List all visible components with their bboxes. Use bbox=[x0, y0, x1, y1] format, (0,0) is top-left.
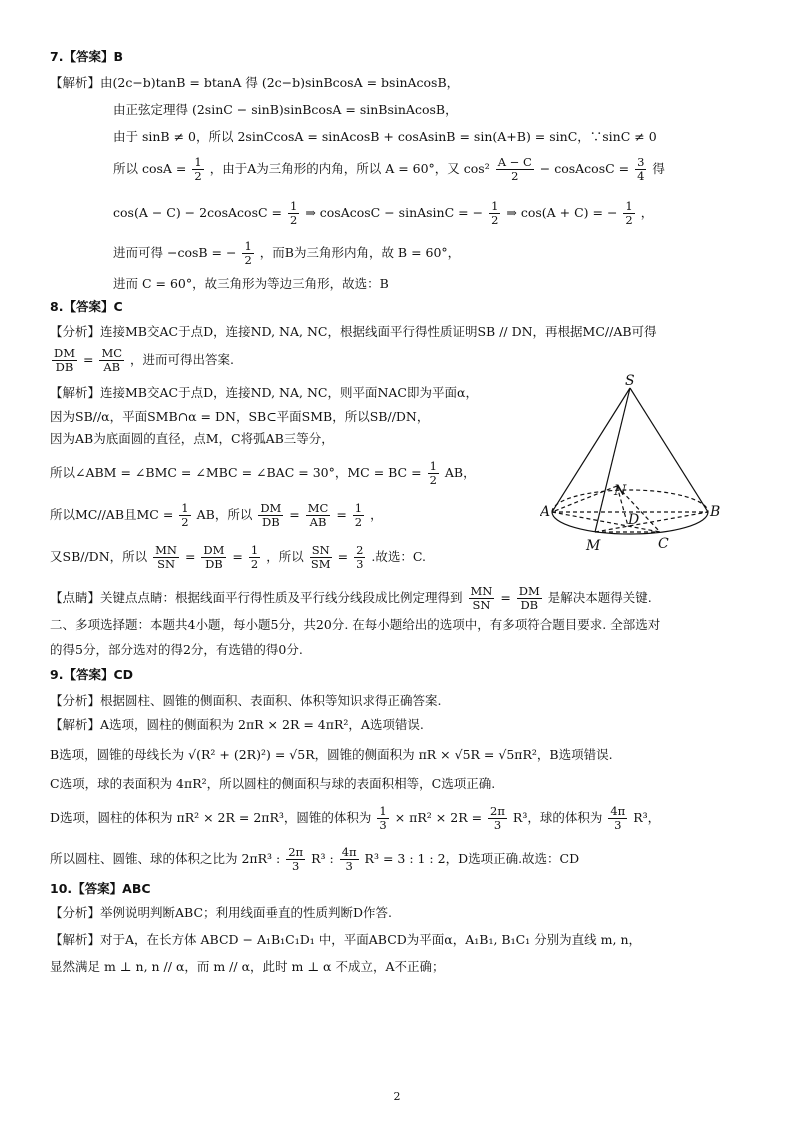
page-number: 2 bbox=[393, 1090, 401, 1103]
label-C: C bbox=[658, 536, 669, 552]
fraction: $\frac{DM}{DB}$ bbox=[54, 346, 75, 374]
label-D: D bbox=[628, 512, 640, 528]
q8-heading: 8.【答案】C bbox=[50, 299, 123, 314]
fraction: $\frac{1}{2}$ bbox=[244, 239, 252, 267]
fraction: $\frac{2\pi}{3}$ bbox=[288, 845, 304, 873]
fraction: $\frac{1}{2}$ bbox=[354, 501, 363, 529]
q9-line-6: 所以圆柱、圆锥、球的体积之比为 2πR³ : $\frac{2\pi}{3}$ R³ : $\frac{4\pi}{3}$ R³ = 3 : 1 : 2，D选项正确.故选：CD bbox=[50, 845, 580, 873]
fraction: $\frac{1}{2}$ bbox=[491, 199, 499, 227]
label-A: A bbox=[540, 504, 551, 520]
fraction: $\frac{MN}{SN}$ bbox=[470, 584, 493, 612]
fraction: $\frac{SN}{SM}$ bbox=[310, 543, 331, 571]
fraction: $\frac{DM}{DB}$ bbox=[260, 501, 282, 529]
q8-line-8: 又SB//DN，所以 $\frac{MN}{SN}$ = $\frac{DM}{DB}$ = $\frac{1}{2}$ ，所以 $\frac{SN}{SM}$ = $\frac{2}{3}$ .故选：C. bbox=[50, 543, 426, 571]
label-B: B bbox=[710, 504, 720, 520]
q9-line-3: B选项，圆锥的母线长为 √(R² + (2R)²) = √5R，圆锥的侧面积为 πR × √5R = √5πR²，B选项错误. bbox=[50, 747, 613, 762]
q8-line-7: 所以MC//AB且MC = $\frac{1}{2}$ AB，所以 $\frac{DM}{DB}$ = $\frac{MC}{AB}$ = $\frac{1}{2}$ ， bbox=[50, 501, 383, 529]
fraction: $\frac{MC}{AB}$ bbox=[101, 346, 123, 374]
q9-heading: 9.【答案】CD bbox=[50, 667, 133, 682]
q8-line-2: $\frac{DM}{DB}$ = $\frac{MC}{AB}$ ，进而可得出答案. bbox=[54, 346, 234, 374]
q8-line-3: 【解析】连接MB交AC于点D，连接ND, NA, NC，则平面NAC即为平面α， bbox=[50, 385, 478, 400]
q8-line-6: 所以∠ABM = ∠BMC = ∠MBC = ∠BAC = 30°，MC = BC = $\frac{1}{2}$ AB， bbox=[50, 459, 476, 487]
segment-MB bbox=[595, 512, 708, 532]
q10-heading: 10.【答案】ABC bbox=[50, 881, 151, 896]
q7-line-3: 由于 sinB ≠ 0，所以 2sinCcosA = sinAcosB + cosAsinB = sin(A+B) = sinC，∵sinC ≠ 0 bbox=[113, 129, 657, 144]
q10-line-1: 【分析】举例说明判断ABC；利用线面垂直的性质判断D作答. bbox=[50, 905, 393, 920]
fraction: $\frac{3}{4}$ bbox=[637, 155, 645, 183]
cone-base-back-arc bbox=[552, 490, 708, 512]
fraction: $\frac{2\pi}{3}$ bbox=[490, 804, 505, 832]
segment-NA bbox=[552, 486, 617, 512]
fraction: $\frac{A - C}{2}$ bbox=[497, 155, 532, 183]
fraction: $\frac{DM}{DB}$ bbox=[203, 543, 225, 571]
segment-AC bbox=[552, 512, 660, 532]
fraction: $\frac{2}{3}$ bbox=[356, 543, 364, 571]
fraction: $\frac{1}{2}$ bbox=[181, 501, 189, 529]
fraction: $\frac{4\pi}{3}$ bbox=[610, 804, 626, 832]
q8-line-4: 因为SB//α，平面SMB∩α = DN，SB⊂平面SMB，所以SB//DN， bbox=[50, 409, 430, 424]
label-M: M bbox=[586, 538, 601, 554]
fraction: $\frac{1}{3}$ bbox=[379, 804, 387, 832]
q7-heading: 7.【答案】B bbox=[50, 49, 123, 64]
q8-line-1: 【分析】连接MB交AC于点D，连接ND, NA, NC，根据线面平行得性质证明SB // DN，再根据MC//AB可得 bbox=[50, 324, 657, 339]
q7-line-4: 所以 cosA = $\frac{1}{2}$ ，由于A为三角形的内角，所以 A = 60°，又 cos² $\frac{A - C}{2}$ − cosAcosC = $\frac{3}{4}$ 得 bbox=[113, 155, 665, 183]
cone-edge-SB bbox=[630, 388, 708, 512]
q7-line-7: 进而 C = 60°，故三角形为等边三角形，故选：B bbox=[113, 276, 389, 291]
fraction: $\frac{1}{2}$ bbox=[194, 155, 202, 183]
section2-line-2: 的得5分，部分选对的得2分，有选错的得0分. bbox=[50, 642, 303, 657]
fraction: $\frac{1}{2}$ bbox=[429, 459, 437, 487]
q9-line-5: D选项，圆柱的体积为 πR² × 2R = 2πR³，圆锥的体积为 $\frac{1}{3}$ × πR² × 2R = $\frac{2\pi}{3}$ R³，球的体积为 $\frac{4\pi}{3}$ R³， bbox=[50, 804, 661, 832]
q10-line-2: 【解析】对于A，在长方体 ABCD − A₁B₁C₁D₁ 中，平面ABCD为平面α，A₁B₁, B₁C₁ 分别为直线 m, n， bbox=[50, 932, 641, 947]
label-N: N bbox=[614, 483, 627, 499]
fraction: $\frac{MC}{AB}$ bbox=[307, 501, 329, 529]
q9-line-2: 【解析】A选项，圆柱的侧面积为 2πR × 2R = 4πR²，A选项错误. bbox=[50, 717, 424, 732]
q9-line-1: 【分析】根据圆柱、圆锥的侧面积、表面积、体积等知识求得正确答案. bbox=[50, 693, 442, 708]
label-S: S bbox=[625, 374, 635, 389]
q7-line-6: 进而可得 −cosB = − $\frac{1}{2}$ ，而B为三角形内角，故 B = 60°， bbox=[113, 239, 461, 267]
segment-SM bbox=[595, 388, 630, 532]
fraction: $\frac{1}{2}$ bbox=[250, 543, 259, 571]
cone-figure bbox=[540, 374, 720, 564]
section2-line-1: 二、多项选择题：本题共4小题，每小题5分，共20分. 在每小题给出的选项中，有多项符合题目要求. 全部选对 bbox=[50, 617, 661, 632]
fraction: $\frac{1}{2}$ bbox=[625, 199, 633, 227]
fraction: $\frac{MN}{SN}$ bbox=[155, 543, 177, 571]
fraction: $\frac{1}{2}$ bbox=[290, 199, 298, 227]
fraction: $\frac{DM}{DB}$ bbox=[518, 584, 540, 612]
q10-line-3: 显然满足 m ⊥ n, n // α，而 m // α，此时 m ⊥ α 不成立，A不正确； bbox=[50, 959, 445, 974]
q8-line-5: 因为AB为底面圆的直径，点M，C将弧AB三等分， bbox=[50, 431, 334, 446]
q7-line-1: 【解析】由(2c−b)tanB = btanA 得 (2c−b)sinBcosA = bsinAcosB， bbox=[50, 75, 460, 90]
q8-line-9: 【点睛】关键点点睛：根据线面平行得性质及平行线分线段成比例定理得到 $\frac{MN}{SN}$ = $\frac{DM}{DB}$ 是解决本题得关键. bbox=[50, 584, 652, 612]
fraction: $\frac{4\pi}{3}$ bbox=[341, 845, 357, 873]
q9-line-4: C选项，球的表面积为 4πR²，所以圆柱的侧面积与球的表面积相等，C选项正确. bbox=[50, 776, 496, 791]
q7-line-2: 由正弦定理得 (2sinC − sinB)sinBcosA = sinBsinAcosB， bbox=[113, 102, 458, 117]
q7-line-5: cos(A − C) − 2cosAcosC = $\frac{1}{2}$ ⇒ cosAcosC − sinAsinC = − $\frac{1}{2}$ ⇒ cos(A + C) = − $\frac{1}{2}$ ， bbox=[113, 199, 654, 227]
